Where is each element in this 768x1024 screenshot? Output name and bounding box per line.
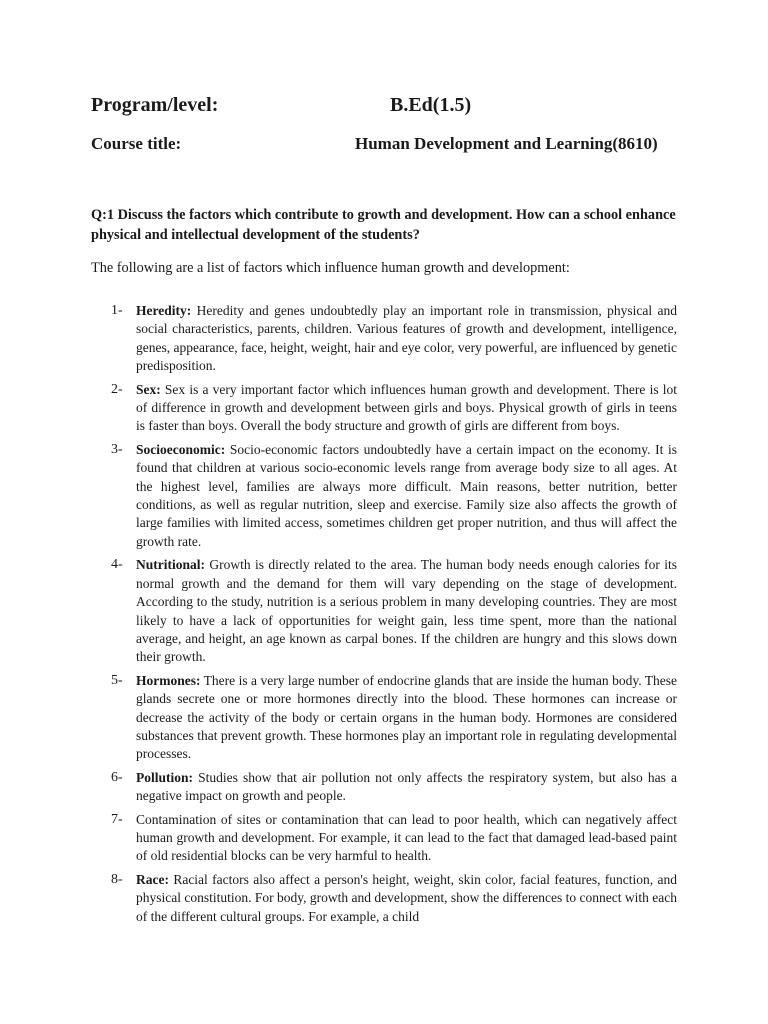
list-item-pollution: [91, 769, 677, 806]
course-value: Human Development and Learning(8610): [355, 134, 658, 153]
list-item-hormones: [91, 672, 677, 764]
item-text: Racial factors also affect a person's height, weight, skin color, facial features, function, and physical constitution. For body, growth and development, show the differences to connect with each of the different cultural groups. For example, a child: [136, 871, 677, 924]
item-text: Studies show that air pollution not only affects the respiratory system, but also has a negative impact on growth and people.: [136, 769, 677, 804]
item-term: Sex:: [136, 381, 161, 397]
item-number: 1-: [111, 303, 123, 318]
item-number: 5-: [111, 672, 123, 688]
item-text: There is a very large number of endocrine glands that are inside the human body. These glands secrete one or more hormones directly into the blood. These hormones can increase or decrease the activity of the body or certain organs in the human body. Hormones are considered substances that prevent growth. These hormones play an important role in regulating developmental processes.: [136, 672, 677, 762]
item-text: Socio-economic factors undoubtedly have a certain impact on the economy. It is found that children at various socio-economic levels range from average body size to all ages. At the highest level, families are always more difficult. Main reasons, better nutrition, better conditions, as well as regular nutrition, sleep and exercise. Family size also affects the growth of large families with limited access, sometimes children get proper nutrition, and thus will affect the growth rate.: [136, 441, 677, 549]
factor-list: [91, 302, 677, 931]
list-item-nutritional: [91, 556, 677, 666]
item-text: Sex is a very important factor which influences human growth and development. There is lot of difference in growth and development between girls and boys. Physical growth of girls in teens is faster than boys. Overall the body structure and growth of girls are different from boys.: [136, 381, 677, 434]
item-number: 2-: [111, 381, 123, 397]
list-item-contamination: [91, 811, 677, 866]
item-term: Race:: [136, 871, 169, 887]
item-number: 7-: [111, 811, 123, 827]
item-number: 6-: [111, 769, 123, 785]
list-item-socioeconomic: [91, 441, 677, 551]
item-term: Pollution:: [136, 769, 194, 785]
list-item-heredity: [91, 302, 677, 376]
course-label: Course title:: [91, 134, 182, 153]
list-item-sex: [91, 381, 677, 436]
item-term: Heredity:: [136, 303, 192, 318]
item-number: 3-: [111, 441, 123, 457]
item-number: 4-: [111, 557, 123, 573]
item-number: 8-: [111, 871, 123, 887]
list-item-race: [91, 871, 677, 926]
item-term: Nutritional:: [136, 557, 205, 573]
program-value: B.Ed(1.5): [390, 94, 472, 116]
intro-text: The following are a list of factors which influence human growth and development:: [91, 260, 570, 276]
program-label: Program/level:: [91, 94, 219, 116]
item-text: Growth is directly related to the area. The human body needs enough calories for its normal growth and the demand for them will vary depending on the stage of development. According to the study, nutrition is a serious problem in many developing countries. They are most likely to have a lack of opportunities for weight gain, less time spent, more than the national average, and height, an age known as carpal bones. If the children are hungry and this slows down their growth.: [136, 557, 677, 665]
item-term: Socioeconomic:: [136, 441, 226, 457]
item-text: Contamination of sites or contamination that can lead to poor health, which can negatively affect human growth and development. For example, it can lead to the fact that damaged lead-based paint of old residential blocks can be very harmful to health.: [136, 811, 677, 864]
item-text: Heredity and genes undoubtedly play an important role in transmission, physical and social characteristics, parents, children. Various features of growth and development, intelligence, genes, appearance, face, height, weight, hair and eye color, very powerful, are influenced by genetic predisposition.: [136, 303, 677, 374]
item-term: Hormones:: [136, 672, 201, 688]
question-text: Q:1 Discuss the factors which contribute to growth and development. How can a school enhance physical and intellectual development of the students?: [91, 207, 676, 243]
